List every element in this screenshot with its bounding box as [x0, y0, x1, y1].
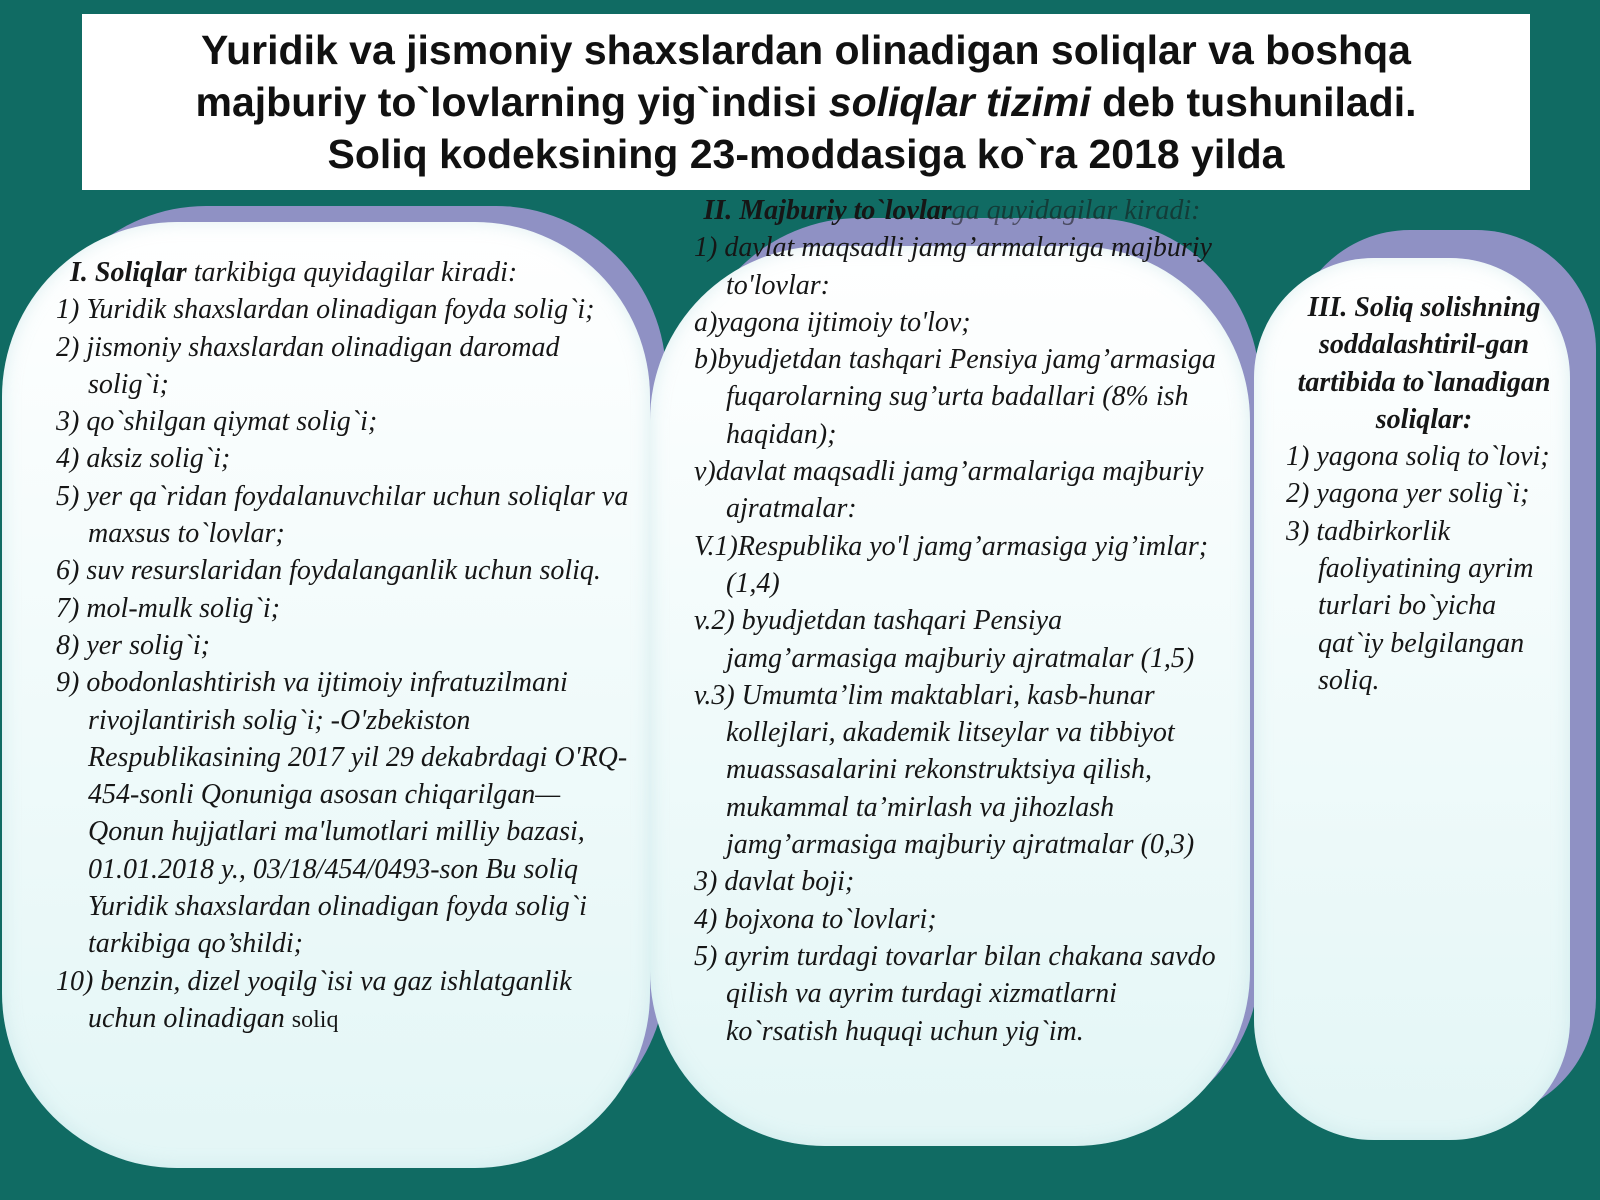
taxes-heading-bold: I. Soliqlar — [70, 257, 187, 288]
taxes-item-10-text: 10) benzin, dizel yoqilg`isi va gaz ishlatganlik uchun olinadigan — [56, 965, 572, 1034]
taxes-item: 1) Yuridik shaxslardan olinadigan foyda solig`i; — [56, 294, 595, 326]
payments-heading-bold: II. Majburiy to`lovlar — [703, 195, 952, 226]
payments-item: 1) davlat maqsadli jamg’armalariga majburiy to'lovlar: — [694, 232, 1212, 301]
payments-item: b)byudjetdan tashqari Pensiya jamg’armasiga fuqarolarning sug’urta badallari (8% ish haqidan); — [694, 344, 1216, 450]
payments-heading-rest: ga quyidagilar kiradi: — [951, 195, 1201, 226]
taxes-item-10-last-word: soliq — [291, 1006, 339, 1033]
payments-item: v.3) Umumta’lim maktablari, kasb-hunar kollejlari, akademik litseylar va tibbiyot muassasalarini rekonstruktsiya qilish, mukammal ta’mirlash va jihozlash jamg’armasiga majburiy ajratmalar (0,3) — [694, 679, 1195, 861]
taxes-item: 9) obodonlashtirish va ijtimoiy infratuzilmani rivojlantirish solig`i; -O'zbekiston Respublikasining 2017 yil 29 dekabrdagi O'RQ-454-sonli Qonuniga asosan chiqarilgan— Qonun hujjatlari ma'lumotlari milliy bazasi, 01.01.2018 y., 03/18/454/0493-son Bu soliq Yuridik shaxslardan olinadigan foyda solig`i tarkibiga qo’shildi; — [56, 667, 628, 960]
taxes-item-10 — [56, 963, 636, 1040]
payments-item: v)davlat maqsadli jamg’armalariga majburiy ajratmalar: — [694, 456, 1204, 525]
title-emphasis: soliqlar tizimi — [828, 79, 1091, 125]
taxes-list — [56, 254, 636, 1039]
simplified-list — [1286, 289, 1556, 699]
taxes-item: 8) yer solig`i; — [56, 629, 210, 661]
taxes-item: 7) mol-mulk solig`i; — [56, 592, 280, 624]
payments-heading — [694, 192, 1234, 229]
title-line-2-end: deb tushuniladi. — [1090, 79, 1417, 125]
simplified-item: 1) yagona soliq to`lovi; — [1286, 441, 1550, 473]
title-line-2-start: majburiy to`lovlarning yig`indisi — [195, 79, 829, 125]
taxes-item: 6) suv resurslaridan foydalanganlik uchun soliq. — [56, 555, 601, 587]
payments-item: 4) bojxona to`lovlari; — [694, 903, 937, 935]
title-line-2 — [196, 76, 1417, 128]
payments-item: V.1)Respublika yo'l jamg’armasiga yig’imlar;(1,4) — [694, 530, 1209, 599]
taxes-item: 2) jismoniy shaxslardan olinadigan daromad solig`i; — [56, 331, 560, 400]
simplified-heading: III. Soliq solishning soddalashtiril-gan tartibida to`lanadigan soliqlar: — [1297, 292, 1551, 435]
title-line-1: Yuridik va jismoniy shaxslardan olinadigan soliqlar va boshqa — [201, 27, 1411, 73]
payments-list — [694, 192, 1234, 1050]
title-line-3: Soliq kodeksining 23-moddasiga ko`ra 2018 yilda — [327, 131, 1285, 177]
taxes-item: 4) aksiz solig`i; — [56, 443, 231, 475]
payments-item: 5) ayrim turdagi tovarlar bilan chakana savdo qilish va ayrim turdagi xizmatlarni ko`rsatish huquqi uchun yig`im. — [694, 940, 1216, 1047]
simplified-item: 3) tadbirkorlik faoliyatining ayrim turlari bo`yicha qat`iy belgilangan soliq. — [1286, 515, 1534, 696]
payments-item: a)yagona ijtimoiy to'lov; — [694, 306, 971, 338]
simplified-item: 2) yagona yer solig`i; — [1286, 478, 1530, 510]
taxes-item: 5) yer qa`ridan foydalanuvchilar uchun soliqlar va maxsus to`lovlar; — [56, 480, 629, 550]
payments-item: 3) davlat boji; — [694, 866, 855, 898]
payments-item: v.2) byudjetdan tashqari Pensiya jamg’armasiga majburiy ajratmalar (1,5) — [694, 605, 1195, 674]
taxes-heading-rest: tarkibiga quyidagilar kiradi: — [186, 257, 518, 288]
taxes-heading — [56, 254, 636, 291]
taxes-item: 3) qo`shilgan qiymat solig`i; — [56, 406, 378, 438]
title-box — [82, 14, 1530, 190]
